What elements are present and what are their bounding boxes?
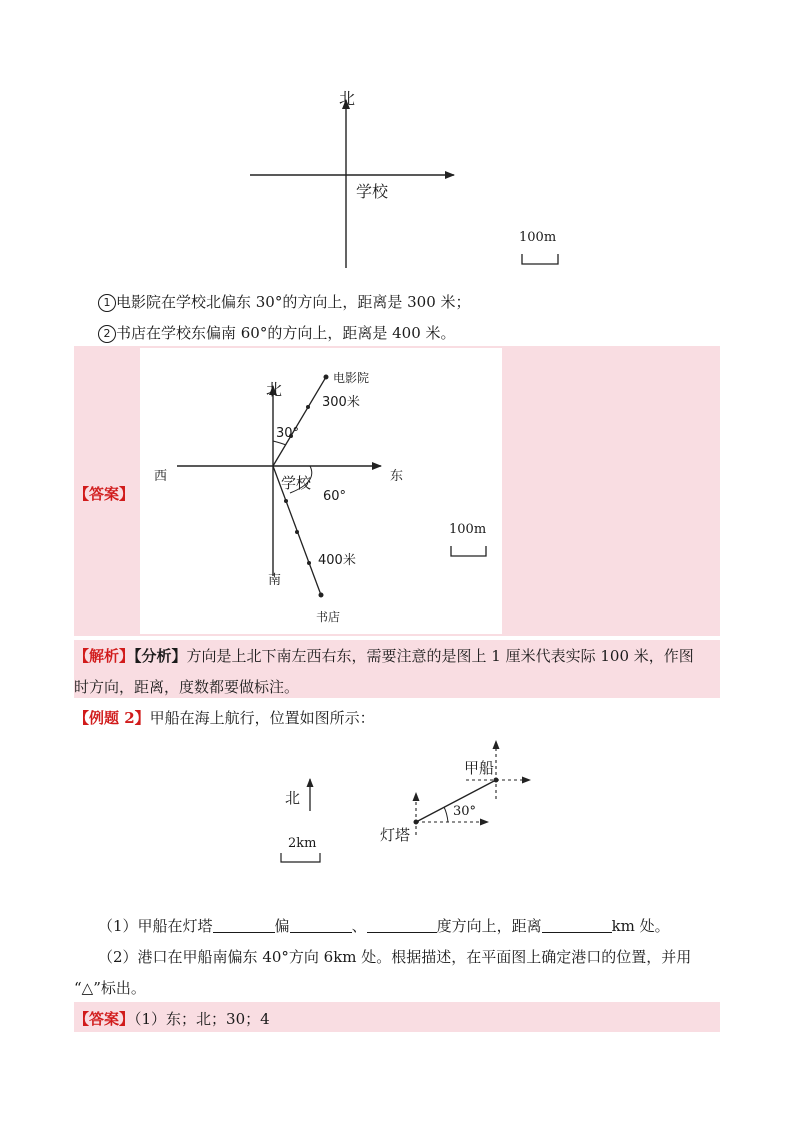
fig2-angle-label: 30°	[453, 804, 477, 819]
analysis-tag: 【解析】	[74, 647, 135, 665]
answer-west-label: 西	[154, 469, 168, 484]
question-2-line-2: “△”标出。	[74, 979, 146, 997]
fig2-scale-label: 2km	[288, 836, 317, 851]
figure-school-axes	[240, 82, 580, 274]
bookstore-point	[319, 593, 324, 598]
answer-blank-1[interactable]	[213, 918, 275, 933]
analysis-subtag: 【分析】	[134, 647, 187, 665]
bookstore-mark-3	[307, 561, 311, 565]
answer-2-tag: 【答案】	[74, 1010, 135, 1028]
north-label: 北	[339, 89, 356, 108]
cinema-point	[324, 375, 329, 380]
bookstore-mark-2	[295, 530, 299, 534]
angle-30-arc	[273, 441, 286, 445]
angle-60-label: 60°	[323, 489, 347, 504]
answer-scale-label: 100m	[449, 522, 487, 537]
answer-blank-2[interactable]	[290, 918, 352, 933]
scale-bar	[522, 254, 558, 264]
distance-300-label: 300米	[322, 395, 360, 410]
analysis-line-1: 【解析】【分析】方向是上北下南左西右东，需要注意的是图上 1 厘米代表实际 100 米，作图	[74, 647, 694, 665]
bookstore-mark-1	[284, 499, 288, 503]
fill-in-question-1: （1）甲船在灯塔 偏 、 度方向上，距离 km 处。	[98, 917, 670, 935]
lighthouse-label: 灯塔	[380, 826, 411, 844]
ship-point	[494, 778, 499, 783]
fig2-north-label: 北	[285, 789, 301, 807]
analysis-line-2: 时方向，距离，度数都要做标注。	[74, 678, 300, 696]
cinema-mark-1	[306, 405, 310, 409]
circle-number-2: 2	[98, 325, 116, 343]
school-label: 学校	[356, 182, 389, 201]
fig2-scale-bar	[281, 853, 320, 862]
answer-north-label: 北	[266, 380, 283, 399]
lighthouse-point	[414, 820, 419, 825]
example-tag: 【例题 2】	[74, 709, 150, 727]
angle-30-label: 30°	[276, 426, 300, 441]
scale-label: 100m	[519, 230, 557, 245]
question-line-2: 2 书店在学校东偏南 60°的方向上，距离是 400 米。	[98, 322, 456, 343]
cinema-label: 电影院	[333, 371, 370, 385]
answer-south-label: 南	[268, 573, 282, 588]
answer-figure	[140, 348, 502, 634]
example-heading: 【例题 2】甲船在海上航行，位置如图所示：	[74, 709, 375, 727]
question-line-1: 1 电影院在学校北偏东 30°的方向上，距离是 300 米；	[98, 291, 471, 312]
angle-arc	[444, 807, 448, 822]
distance-400-label: 400米	[318, 553, 356, 568]
answer-east-label: 东	[390, 469, 404, 484]
answer-blank-3[interactable]	[367, 918, 437, 933]
question-2-line-1: （2）港口在甲船南偏东 40°方向 6km 处。根据描述，在平面图上确定港口的位置，并用	[98, 948, 692, 966]
answer-school-label: 学校	[281, 474, 312, 492]
answer-scale-bar	[451, 546, 486, 556]
bookstore-label: 书店	[316, 610, 341, 624]
answer-tag: 【答案】	[74, 485, 135, 503]
circle-number-1: 1	[98, 294, 116, 312]
answer-2-line: 【答案】（1）东；北；30；4	[74, 1010, 270, 1028]
answer-blank-4[interactable]	[542, 918, 612, 933]
ship-label: 甲船	[464, 759, 495, 777]
